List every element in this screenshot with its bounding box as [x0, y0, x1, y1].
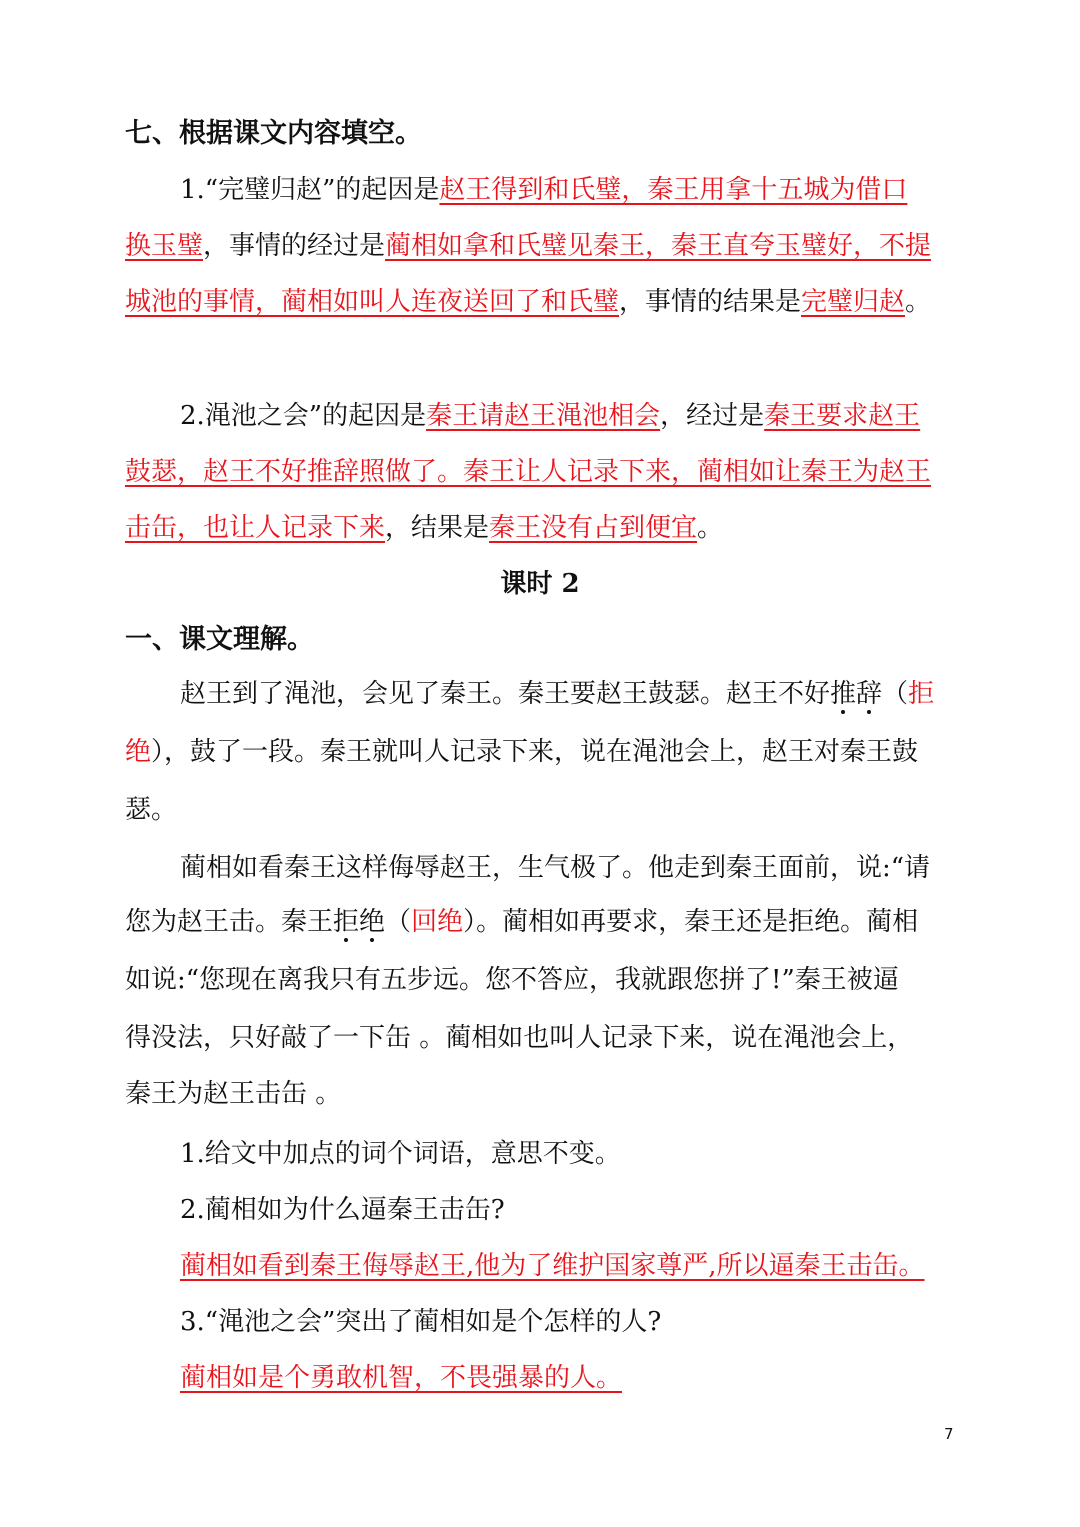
question-1: 1.给文中加点的词个词语，意思不变。 — [180, 1139, 621, 1169]
passage2-text: 您为赵王击。秦王 — [125, 907, 334, 937]
q2-prefix: 2.渑池之会”的起因是 — [180, 401, 427, 431]
passage2-text: ）。蔺相如再要求，秦王还是拒绝。蔺相 — [463, 907, 919, 937]
passage2-line-1: 蔺相如看秦王这样侮辱赵王，生气极了。他走到秦王面前，说:“请 — [180, 853, 931, 883]
q2-answer-result: 秦王没有占到便宜 — [489, 513, 698, 543]
passage1-answer: 拒 — [908, 679, 935, 709]
page-number: 7 — [944, 1425, 954, 1443]
passage1-answer-end: 绝 — [125, 737, 152, 767]
passage1-text: 赵王到了渑池，会见了秦王。秦王要赵王鼓瑟。赵王不好 — [180, 679, 831, 709]
answer-2 — [180, 1248, 960, 1284]
q2-result-label: ，结果是 — [385, 513, 490, 543]
q1-line-2 — [125, 228, 960, 264]
q2-line-2 — [125, 454, 960, 490]
lesson-heading: 一、课文理解。 — [125, 624, 314, 655]
q2-answer-process: 秦王要求赵王 — [764, 401, 921, 431]
q2-line-1 — [180, 398, 960, 434]
q2-process-label: ，经过是 — [660, 401, 765, 431]
q1-answer-cause-end: 换玉璧 — [125, 231, 204, 261]
paren-open: （ — [882, 679, 909, 709]
q1-line-1 — [180, 172, 960, 208]
answer-3 — [180, 1360, 960, 1396]
passage1-line-3: 瑟。 — [125, 795, 178, 825]
q2-line-3 — [125, 510, 960, 546]
passage2-answer: 回绝 — [411, 907, 464, 937]
passage1-text: ），鼓了一段。秦王就叫人记录下来，说在渑池会上，赵王对秦王鼓 — [151, 737, 919, 767]
q1-end-mark: 。 — [905, 287, 932, 317]
answer-3-text: 蔺相如是个勇敢机智，不畏强暴的人。 — [180, 1363, 623, 1393]
q1-answer-cause: 赵王得到和氏璧，秦王用拿十五城为借口 — [439, 175, 908, 205]
passage2-line-3: 如说:“您现在离我只有五步远。您不答应，我就跟您拼了!”秦王被逼 — [125, 965, 899, 995]
question-3: 3.“渑池之会”突出了蔺相如是个怎样的人? — [180, 1307, 662, 1337]
lesson-title: 课时 2 — [500, 569, 580, 599]
passage1-line-2 — [125, 734, 960, 770]
q1-prefix: 1.“完璧归赵”的起因是 — [180, 175, 440, 205]
q1-result-label: ，事情的结果是 — [619, 287, 802, 317]
dotted-char: 辞 — [856, 679, 883, 709]
dotted-char: 绝 — [359, 907, 386, 937]
q1-answer-process: 蔺相如拿和氏璧见秦王，秦王直夸玉璧好，不提 — [385, 231, 932, 261]
q2-answer-process-end: 击缶，也让人记录下来 — [125, 513, 386, 543]
q2-answer-process-cont: 鼓瑟，赵王不好推辞照做了。秦王让人记录下来，蔺相如让秦王为赵王 — [125, 457, 932, 487]
passage2-line-4: 得没法，只好敲了一下缶 。蔺相如也叫人记录下来，说在渑池会上， — [125, 1023, 914, 1053]
q1-answer-process-end: 城池的事情，蔺相如叫人连夜送回了和氏璧 — [125, 287, 620, 317]
passage2-line-2 — [125, 904, 960, 940]
passage2-line-5: 秦王为赵王击缶 。 — [125, 1079, 342, 1109]
section-heading: 七、根据课文内容填空。 — [125, 118, 422, 149]
passage1-line-1 — [180, 676, 960, 712]
q2-end-mark: 。 — [697, 513, 724, 543]
dotted-char: 拒 — [333, 907, 360, 937]
answer-2-text: 蔺相如看到秦王侮辱赵王,他为了维护国家尊严,所以逼秦王击缶。 — [180, 1251, 925, 1281]
q2-answer-cause: 秦王请赵王渑池相会 — [426, 401, 661, 431]
q1-line-3 — [125, 284, 960, 320]
q1-process-label: ，事情的经过是 — [203, 231, 386, 261]
question-2: 2.蔺相如为什么逼秦王击缶? — [180, 1195, 505, 1225]
dotted-char: 推 — [830, 679, 857, 709]
q1-answer-result: 完璧归赵 — [801, 287, 906, 317]
paren-open: （ — [385, 907, 412, 937]
